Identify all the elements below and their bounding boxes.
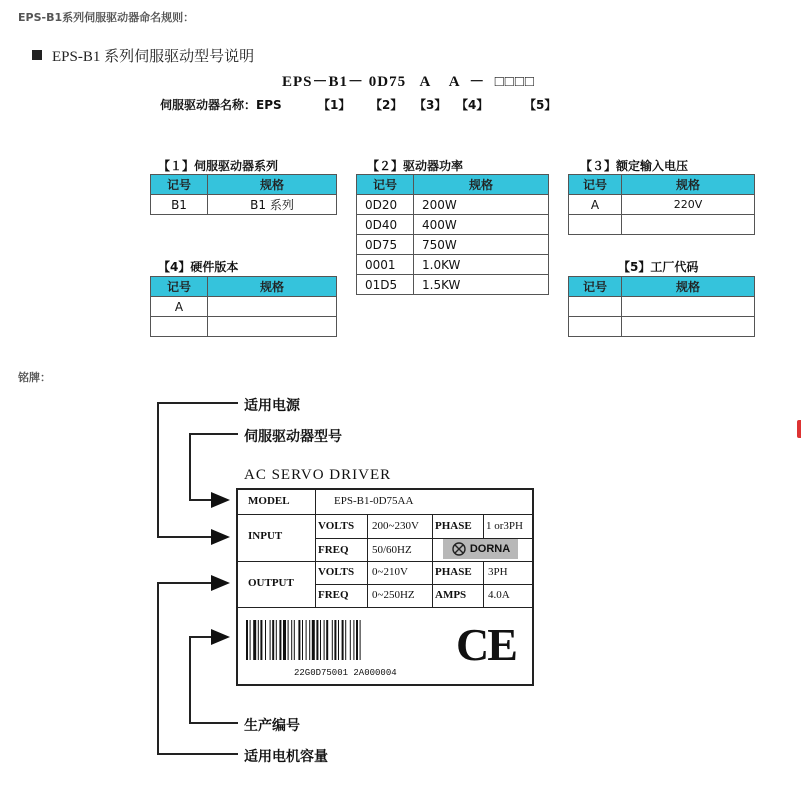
barcode-bar xyxy=(250,620,251,660)
table2-title: 【２】驱动器功率 xyxy=(367,159,464,173)
barcode-bar xyxy=(350,620,351,660)
name-row-label: 伺服驱动器名称：EPS xyxy=(160,98,282,112)
mark-3: 【3】 xyxy=(414,98,447,112)
output-amps-value: 4.0A xyxy=(488,589,510,601)
table5-title: 【5】工厂代码 xyxy=(618,260,699,274)
arrow-icon xyxy=(211,629,230,645)
barcode-bar xyxy=(272,620,274,660)
callout-serial-no: 生产编号 xyxy=(244,718,300,734)
dorna-logo xyxy=(443,539,518,559)
arrow-icon xyxy=(211,529,230,545)
barcode-bar xyxy=(302,620,303,660)
divider xyxy=(432,514,433,607)
table-header: 记号 xyxy=(357,175,414,195)
table1-title: 【１】伺服驱动器系列 xyxy=(158,159,279,173)
input-freq-label: FREQ xyxy=(318,544,349,556)
input-freq-value: 50/60HZ xyxy=(372,544,412,556)
model-value: EPS-B1-0D75AA xyxy=(334,495,414,507)
table-header: 规格 xyxy=(414,175,549,195)
dorna-brand: DORNA xyxy=(469,543,511,555)
barcode-bar xyxy=(360,620,361,660)
dorna-emblem-icon xyxy=(451,542,467,556)
table-header: 规格 xyxy=(622,175,755,195)
motor-capacity-line xyxy=(158,583,238,754)
table-cell: 750W xyxy=(414,235,549,255)
table-cell: B1 系列 xyxy=(208,195,337,215)
model-code: EPS－B1－ 0D75 A A － □□□□ xyxy=(282,74,535,90)
output-volts-value: 0~210V xyxy=(372,566,408,578)
table3-title: 【３】额定输入电压 xyxy=(580,159,689,173)
table-header: 规格 xyxy=(208,277,337,297)
nameplate xyxy=(236,488,534,686)
barcode-bar xyxy=(353,620,354,660)
table-header: 记号 xyxy=(151,175,208,195)
barcode-bar xyxy=(342,620,344,660)
side-tab-marker xyxy=(797,420,801,438)
barcode-bar xyxy=(326,620,328,660)
barcode-bar xyxy=(306,620,307,660)
table-cell: 220V xyxy=(622,195,755,215)
barcode-bar xyxy=(265,620,266,660)
table-cell: B1 xyxy=(151,195,208,215)
table-cell: 0001 xyxy=(357,255,414,275)
barcode-bar xyxy=(253,620,256,660)
table-cell: 01D5 xyxy=(357,275,414,295)
output-label: OUTPUT xyxy=(248,577,294,589)
barcode-bar xyxy=(309,620,310,660)
barcode-bar xyxy=(345,620,346,660)
arrow-icon xyxy=(211,575,230,591)
barcode-bar xyxy=(316,620,318,660)
barcode-bar xyxy=(324,620,325,660)
table-cell: 200W xyxy=(414,195,549,215)
output-volts-label: VOLTS xyxy=(318,566,355,578)
ce-mark: CE xyxy=(456,619,516,670)
barcode-bar xyxy=(279,620,281,660)
table-header: 规格 xyxy=(622,277,755,297)
mark-2: 【2】 xyxy=(370,98,403,112)
table-cell: 0D40 xyxy=(357,215,414,235)
serial-no-line xyxy=(190,637,238,723)
output-phase-label: PHASE xyxy=(435,566,472,578)
table4-title: 【4】硬件版本 xyxy=(158,260,239,274)
table-cell: A xyxy=(151,297,208,317)
mark-4: 【4】 xyxy=(456,98,489,112)
table-header: 记号 xyxy=(569,175,622,195)
output-phase-value: 3PH xyxy=(488,566,508,578)
nameplate-label: 铭牌： xyxy=(18,371,51,384)
divider xyxy=(367,514,368,607)
section-title-text: EPS-B1 系列伺服驱动型号说明 xyxy=(52,49,255,65)
barcode-bar xyxy=(291,620,292,660)
input-phase-value: 1 or3PH xyxy=(486,520,523,532)
barcode-bar xyxy=(332,620,333,660)
table-header: 记号 xyxy=(569,277,622,297)
divider xyxy=(238,607,532,608)
barcode-bar xyxy=(294,620,295,660)
barcode-bar xyxy=(258,620,259,660)
table-cell: 0D20 xyxy=(357,195,414,215)
callout-motor-capacity: 适用电机容量 xyxy=(244,749,328,765)
table-cell: 1.5KW xyxy=(414,275,549,295)
serial-number: 22G0D75001 2A000004 xyxy=(294,668,397,678)
callout-power-source: 适用电源 xyxy=(244,398,300,414)
barcode-bar xyxy=(276,620,277,660)
divider xyxy=(316,584,532,585)
arrow-icon xyxy=(211,492,230,508)
model-type-line xyxy=(190,434,238,500)
barcode-bar xyxy=(288,620,289,660)
table-cell: A xyxy=(569,195,622,215)
barcode xyxy=(246,620,446,664)
input-volts-label: VOLTS xyxy=(318,520,355,532)
callout-model-type: 伺服驱动器型号 xyxy=(244,429,342,445)
barcode-bar xyxy=(298,620,300,660)
barcode-bar xyxy=(338,620,339,660)
divider xyxy=(483,514,484,538)
output-freq-value: 0~250HZ xyxy=(372,589,415,601)
barcode-bar xyxy=(270,620,271,660)
mark-1: 【1】 xyxy=(318,98,351,112)
output-amps-label: AMPS xyxy=(435,589,467,601)
barcode-bar xyxy=(334,620,336,660)
input-volts-value: 200~230V xyxy=(372,520,419,532)
input-phase-label: PHASE xyxy=(435,520,472,532)
barcode-bar xyxy=(283,620,286,660)
table-cell: 0D75 xyxy=(357,235,414,255)
barcode-bar xyxy=(246,620,248,660)
table-cell: 1.0KW xyxy=(414,255,549,275)
divider xyxy=(238,514,532,515)
page-header: EPS-B1系列伺服驱动器命名规则： xyxy=(18,11,195,24)
plate-title: AC SERVO DRIVER xyxy=(244,467,392,483)
input-label: INPUT xyxy=(248,530,283,542)
power-source-line xyxy=(158,403,238,537)
mark-5: 【5】 xyxy=(524,98,557,112)
table-header: 记号 xyxy=(151,277,208,297)
table-header: 规格 xyxy=(208,175,337,195)
table-cell: 400W xyxy=(414,215,549,235)
model-label: MODEL xyxy=(248,495,290,507)
barcode-bar xyxy=(356,620,358,660)
divider xyxy=(238,561,532,562)
barcode-bar xyxy=(312,620,315,660)
barcode-bar xyxy=(260,620,262,660)
output-freq-label: FREQ xyxy=(318,589,349,601)
divider xyxy=(315,490,316,607)
barcode-bar xyxy=(320,620,321,660)
divider xyxy=(483,561,484,607)
